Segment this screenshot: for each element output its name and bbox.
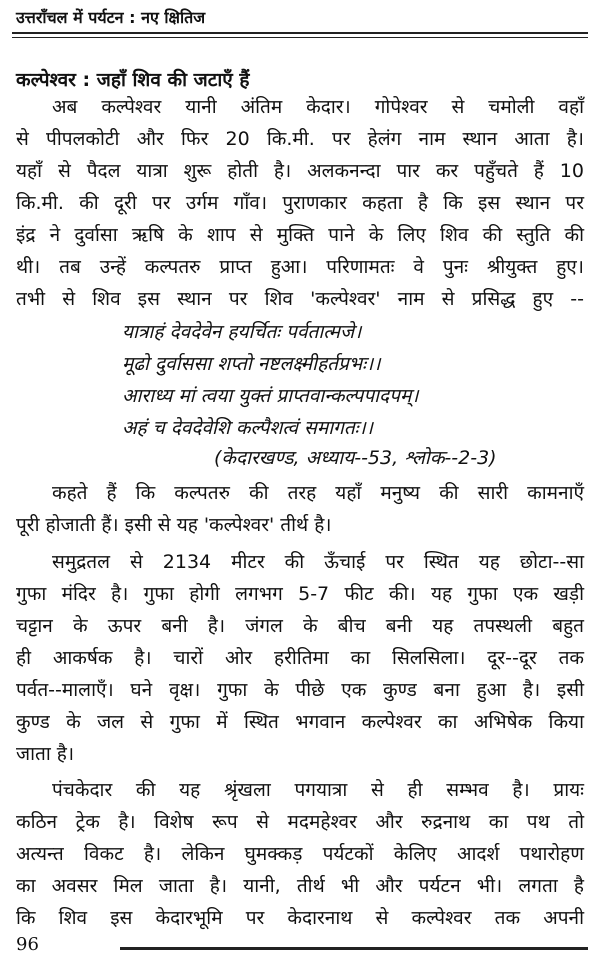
page-number: 96 xyxy=(16,934,39,955)
text-line: समुद्रतल से 2134 मीटर की ऊँचाई पर स्थित यह छोटा--सा xyxy=(52,551,584,573)
section-heading: कल्पेश्वर : जहाँ शिव की जटाएँ हैं xyxy=(16,69,250,91)
text-line: पर्वत--मालाएँ। घने वृक्ष। गुफा के पीछे एक कुण्ड बना हुआ है। इसी xyxy=(16,679,584,701)
text-line: कहते हैं कि कल्पतरु की तरह यहाँ मनुष्य की सारी कामनाएँ xyxy=(52,482,584,504)
verse-reference: (केदारखण्ड, अध्याय--53, श्लोक--2-3) xyxy=(214,447,497,469)
verse-line: यात्राहं देवदेवेन हयर्चितः पर्वतात्मजे। xyxy=(122,321,362,343)
text-line: कुण्ड के जल से गुफा में स्थित भगवान कल्पेश्वर का अभिषेक किया xyxy=(16,711,584,733)
text-line: गुफा मंदिर है। गुफा होगी लगभग 5-7 फीट की। यह गुफा एक खड़ी xyxy=(16,583,584,605)
text-line: पंचकेदार की यह श्रृंखला पगयात्रा से ही सम्भव है। प्रायः xyxy=(52,779,584,801)
text-line: कि.मी. की दूरी पर उर्गम गाँव। पुराणकार कहता है कि इस स्थान पर xyxy=(16,192,584,214)
verse-line: अहं च देवदेवेशि कल्पैशत्वं समागतः।। xyxy=(122,417,373,439)
text-line: यहाँ से पैदल यात्रा शुरू होती है। अलकनन्दा पार कर पहुँचते हैं 10 xyxy=(16,160,584,182)
text-line: अब कल्पेश्वर यानी अंतिम केदार। गोपेश्वर से चमोली वहाँ xyxy=(52,96,584,118)
text-line: थी। तब उन्हें कल्पतरु प्राप्त हुआ। परिणामतः वे पुनः श्रीयुक्त हुए। xyxy=(16,256,584,278)
text-line: चट्टान के ऊपर बनी है। जंगल के बीच बनी यह तपस्थली बहुत xyxy=(16,615,584,637)
text-line: से पीपलकोटी और फिर 20 कि.मी. पर हेलंग नाम स्थान आता है। xyxy=(16,128,584,150)
text-line: इंद्र ने दुर्वासा ऋषि के शाप से मुक्ति पाने के लिए शिव की स्तुति की xyxy=(16,224,584,246)
header-rule xyxy=(12,32,588,34)
text-line: पूरी होजाती हैं। इसी से यह 'कल्पेश्वर' तीर्थ है। xyxy=(16,514,332,536)
text-line: ही आकर्षक है। चारों ओर हरीतिमा का सिलसिला। दूर--दूर तक xyxy=(16,647,584,669)
text-line: का अवसर मिल जाता है। यानी, तीर्थ भी और पर्यटन भी। लगता है xyxy=(16,875,584,897)
text-line: तभी से शिव इस स्थान पर शिव 'कल्पेश्वर' नाम से प्रसिद्ध हुए -- xyxy=(16,288,584,310)
footer-rule xyxy=(120,947,588,950)
verse-line: आराध्य मां त्वया युक्तं प्राप्तवान्कल्पपादपम्। xyxy=(122,385,419,407)
text-line: जाता है। xyxy=(16,743,75,765)
text-line: अत्यन्त विकट है। लेकिन घुमक्कड़ पर्यटकों केलिए आदर्श पथारोहण xyxy=(16,843,584,865)
text-line: कठिन ट्रेक है। विशेष रूप से मदमहेश्वर और रुद्रनाथ का पथ तो xyxy=(16,811,584,833)
verse-line: मूढो दुर्वाससा शप्तो नष्टलक्ष्मीहर्तप्रभः।। xyxy=(122,353,381,375)
header-rule-thin xyxy=(12,37,588,38)
running-header: उत्तराँचल में पर्यटन : नए क्षितिज xyxy=(16,8,206,27)
text-line: कि शिव इस केदारभूमि पर केदारनाथ से कल्पेश्वर तक अपनी xyxy=(16,907,584,929)
